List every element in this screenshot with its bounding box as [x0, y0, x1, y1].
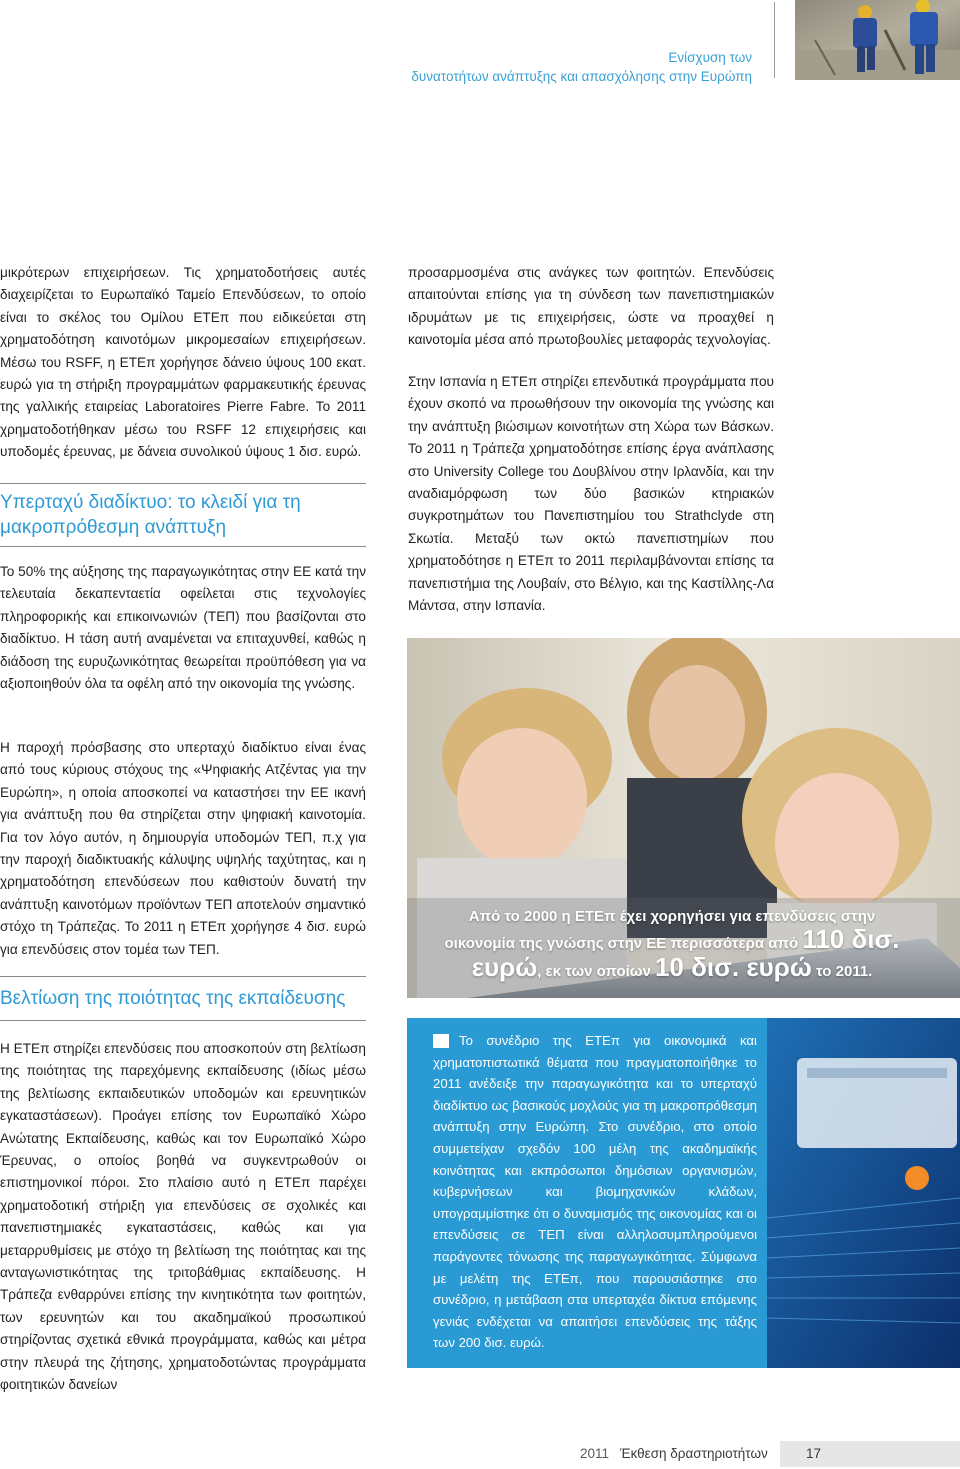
- body-text: προσαρμοσμένα στις ανάγκες των φοιτητών. Επενδύσεις απαιτούνται επίσης για τη σύνδεση των πανεπιστημιακών ιδρυμάτων με τις επιχειρήσεις, ώστε να προαχθεί η καινοτομία μέσα από πρωτοβουλίες μεταφοράς τεχνολογίας.: [408, 265, 774, 348]
- section-divider-top: [0, 976, 366, 977]
- section-divider-bottom: [0, 1020, 366, 1021]
- footer-year: 2011: [580, 1446, 610, 1461]
- left-paragraph-4: [0, 1038, 366, 1397]
- section-heading-broadband: Υπερταχύ διαδίκτυο: το κλειδί για τη μακροπρόθεσμη ανάπτυξη: [0, 492, 301, 538]
- section-divider-top: [0, 483, 366, 484]
- photo-caption: [412, 906, 932, 984]
- left-paragraph-1: [0, 262, 366, 464]
- photo-caption-line2: [412, 924, 932, 955]
- section-heading-education: Βελτίωση της ποιότητας της εκπαίδευσης: [0, 988, 346, 1009]
- body-text: Η ΕΤΕπ στηρίζει επενδύσεις που αποσκοπούν στη βελτίωση της ποιότητας της παρεχόμενης εκπαίδευσης (ιδίως μέσω της βελτίωσης εκπαιδευτικών υποδομών και ερευνητικών εγκαταστάσεων). Προάγει επίσης τον Ευρωπαϊκό Χώρο Ανώτατης Εκπαίδευσης, καθώς και τον Ευρωπαϊκό Χώρο Έρευνας, ο οποίος βοηθά να συγκεντρωθούν οι επιστημονικοί πόροι. Στο πλαίσιο αυτό η ΕΤΕπ παρέχει χρηματοδοτική στήριξη για επενδύσεις σε σχολικές και πανεπιστημιακές εγκαταστάσεις, καθώς και για μεταρρυθμίσεις με στόχο τη βελτίωση της ποιότητας και της ανταγωνιστικότητας της τριτοβάθμιας εκπαίδευσης. Η Τράπεζα ενθαρρύνει επίσης την κινητικότητα των φοιτητών, των ερευνητών και του ακαδημαϊκού προσωπικού στηρίζοντας σχετικά εθνικά προγράμματα, καθώς και μέτρα στην πλευρά της ζήτησης, χρηματοδοτώντας προγράμματα φοιτητικών δανείων: [0, 1041, 366, 1393]
- header-divider: [774, 2, 775, 78]
- running-header-line2: δυνατοτήτων ανάπτυξης και απασχόλησης στην Ευρώπη: [411, 69, 752, 84]
- caption-highlight-amount: 110 δισ.: [802, 924, 900, 954]
- running-header: [411, 48, 752, 86]
- body-text: Το 50% της αύξησης της παραγωγικότητας στην ΕΕ κατά την τελευταία δεκαπενταετία οφείλεται στις τεχνολογίες πληροφορικής και επικοινωνιών (ΤΕΠ) που βασίζονται στο διαδίκτυο. Η τάση αυτή αναμένεται να επιταχυνθεί, καθώς η διάδοση της ευρυζωνικότητας θεωρείται προϋπόθεση για να αξιοποιηθούν όλα τα οφέλη από την οικονομία της γνώσης.: [0, 564, 366, 692]
- body-text: μικρότερων επιχειρήσεων. Τις χρηματοδοτήσεις αυτές διαχειρίζεται το Ευρωπαϊκό Ταμείο Επενδύσεων, το οποίο είναι το σκέλος του Ομίλου ΕΤΕπ που ειδικεύεται στη χρηματοδότηση καινοτόμων μικρομεσαίων επιχειρήσεων. Μέσω του RSFF, η ΕΤΕπ χορήγησε δάνειο ύψους 100 εκατ. ευρώ για τη στήριξη προγραμμάτων φαρμακευτικής έρευνας της γαλλικής εταιρείας Laboratoires Pierre Fabre. Το 2011 χρηματοδοτήθηκαν μέσω του RSFF 12 επιχειρήσεις και υποδομές έρευνας, με δάνεια συνολικού ύψους 1 δισ. ευρώ.: [0, 265, 366, 460]
- caption-text: οικονομία της γνώσης στην ΕΕ περισσότερα από: [444, 935, 803, 952]
- caption-highlight-currency: ευρώ: [471, 952, 538, 982]
- running-header-line1: Ενίσχυση των: [668, 50, 752, 65]
- body-text: Στην Ισπανία η ΕΤΕπ στηρίζει επενδυτικά προγράμματα που έχουν σκοπό να προωθήσουν την οικονομία της γνώσης και την ανάπτυξη βιώσιμων κοινοτήτων στη Χώρα των Βάσκων. Το 2011 η Τράπεζα χρηματοδότησε επίσης έργα ανάπλασης στο University College του Δουβλίνου στην Ιρλανδία, και την αναδιαμόρφωση των δύο βασικών κτηριακών συγκροτημάτων του Πανεπιστημίου του Strathclyde στη Σκωτία. Μεταξύ των οκτώ πανεπιστημίων που χρηματοδότησε η ΕΤΕπ το 2011 περιλαμβάνονται επίσης τα πανεπιστήμια της Λουβαίν, στο Βέλγιο, και της Καστίλλης-Λα Μάντσα, στην Ισπανία.: [408, 374, 774, 614]
- conference-info-box: [407, 1018, 960, 1368]
- left-paragraph-3: [0, 737, 366, 961]
- header-photo-construction-workers: [795, 0, 960, 80]
- right-paragraph-1: [408, 262, 774, 352]
- section-divider-bottom: [0, 546, 366, 547]
- right-paragraph-2: [408, 371, 774, 617]
- caption-highlight-amount-2011: 10 δισ. ευρώ: [654, 952, 812, 982]
- body-text: Η παροχή πρόσβασης στο υπερταχύ διαδίκτυο είναι ένας από τους κύριους στόχους της «Ψηφιακής Ατζέντας για την Ευρώπη», η οποία αποσκοπεί να καταστήσει την ΕΕ ικανή για ανάπτυξη που θα στηρίζεται στην ψηφιακή καινοτομία. Για τον λόγο αυτόν, η δημιουργία υποδομών ΤΕΠ, π.χ για την παροχή διαδικτυακής κάλυψης υψηλής ταχύτητας, και η χρηματοδότηση επενδύσεων που καθιστούν δυνατή την ανάπτυξη καινοτόμων προϊόντων ΤΕΠ αποτελούν σημαντικό στόχο τη Τράπεζας. Το 2011 η ΕΤΕπ χορήγησε 4 δισ. ευρώ για επενδύσεις στον τομέα των ΤΕΠ.: [0, 740, 366, 957]
- left-paragraph-2: [0, 561, 366, 695]
- conference-box-text: Το συνέδριο της ΕΤΕπ για οικονομικά και χρηματοπιστωτικά θέματα που πραγματοποιήθηκε το 2011 ανέδειξε την παραγωγικότητα και το υπερταχύ διαδίκτυο ως βασικούς μοχλούς για τη μακροπρόθεσμη ανάπτυξη στην Ευρώπη. Στο συνέδριο, στο οποίο συμμετείχαν σχεδόν 100 μέλη της ακαδημαϊκής κοινότητας και εκπρόσωποι δημόσιων οργανισμών, κυβερνήσεων και βιομηχανικών κλάδων, υπογραμμίστηκε ότι ο δυναμισμός της οικονομίας και οι επενδύσεις σε ΤΕΠ είναι αλληλοσυμπληρούμενοι παράγοντες τόνωσης της παραγωγικότητας. Σύμφωνα με μελέτη της ΕΤΕπ, που παρουσιάστηκε στο συνέδριο, η μετάβαση στα υπερταχέα δίκτυα επόμενης γενιάς ενδέχεται να απαιτήσει επενδύσεις της τάξης των 200 δισ. ευρώ.: [433, 1033, 757, 1351]
- photo-caption-line3: [412, 952, 932, 984]
- caption-text: , εκ των οποίων: [537, 963, 655, 980]
- page-number: 17: [806, 1446, 822, 1461]
- footer-report-title: Έκθεση δραστηριοτήτων: [620, 1446, 768, 1461]
- caption-text: το 2011.: [811, 963, 873, 980]
- photo-caption-line1: Από το 2000 η ΕΤΕπ έχει χορηγήσει για επενδύσεις στην: [468, 908, 876, 925]
- box-background-graphic: [767, 1018, 960, 1368]
